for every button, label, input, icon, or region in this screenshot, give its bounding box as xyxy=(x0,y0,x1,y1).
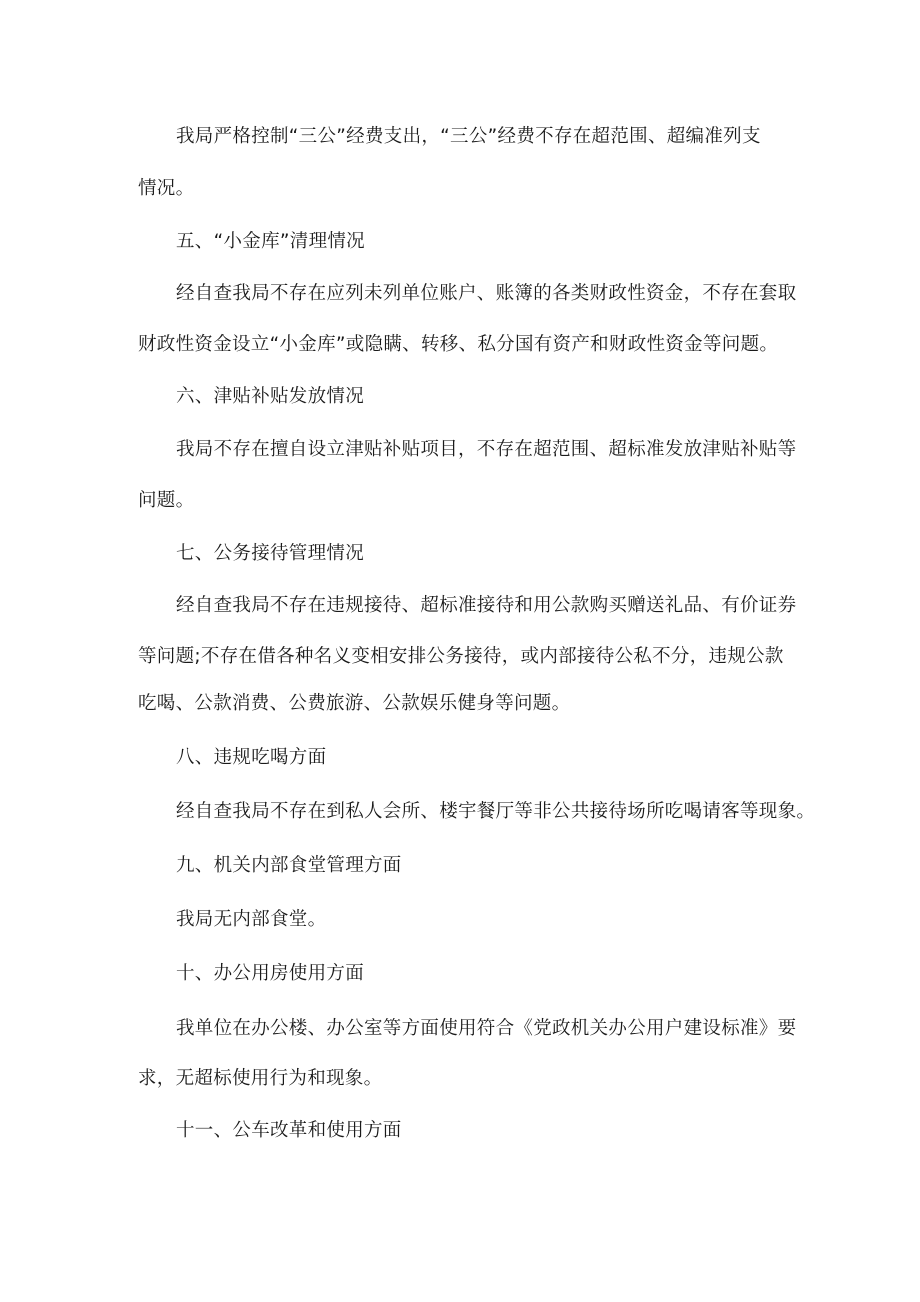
paragraph-line: 经自查我局不存在违规接待、超标准接待和用公款购买赠送礼品、有价证券 xyxy=(176,595,797,616)
paragraph-line: 问题。 xyxy=(138,490,195,511)
paragraph-line: 吃喝、公款消费、公费旅游、公款娱乐健身等问题。 xyxy=(138,693,571,714)
section-heading: 十一、公车改革和使用方面 xyxy=(176,1120,402,1141)
section-heading: 九、机关内部食堂管理方面 xyxy=(176,855,402,876)
section-heading: 八、违规吃喝方面 xyxy=(176,747,327,768)
paragraph-line: 经自查我局不存在到私人会所、楼宇餐厅等非公共接待场所吃喝请客等现象。 xyxy=(176,801,816,822)
section-heading: 七、公务接待管理情况 xyxy=(176,543,365,564)
section-heading: 五、“小金库”清理情况 xyxy=(176,231,365,252)
paragraph-line: 我局严格控制“三公”经费支出，“三公”经费不存在超范围、超编准列支 xyxy=(176,126,761,147)
section-heading: 十、办公用房使用方面 xyxy=(176,963,365,984)
paragraph-line: 我局无内部食堂。 xyxy=(176,909,327,930)
paragraph-line: 我单位在办公楼、办公室等方面使用符合《党政机关办公用户建设标准》要 xyxy=(176,1018,797,1039)
paragraph-line: 等问题;不存在借各种名义变相安排公务接待，或内部接待公私不分，违规公款 xyxy=(138,646,784,667)
paragraph-line: 我局不存在擅自设立津贴补贴项目，不存在超范围、超标准发放津贴补贴等 xyxy=(176,439,797,460)
paragraph-line: 求，无超标使用行为和现象。 xyxy=(138,1068,383,1089)
paragraph-line: 情况。 xyxy=(138,178,195,199)
paragraph-line: 经自查我局不存在应列未列单位账户、账簿的各类财政性资金，不存在套取 xyxy=(176,283,797,304)
paragraph-line: 财政性资金设立“小金库”或隐瞒、转移、私分国有资产和财政性资金等问题。 xyxy=(138,334,779,355)
section-heading: 六、津贴补贴发放情况 xyxy=(176,386,365,407)
